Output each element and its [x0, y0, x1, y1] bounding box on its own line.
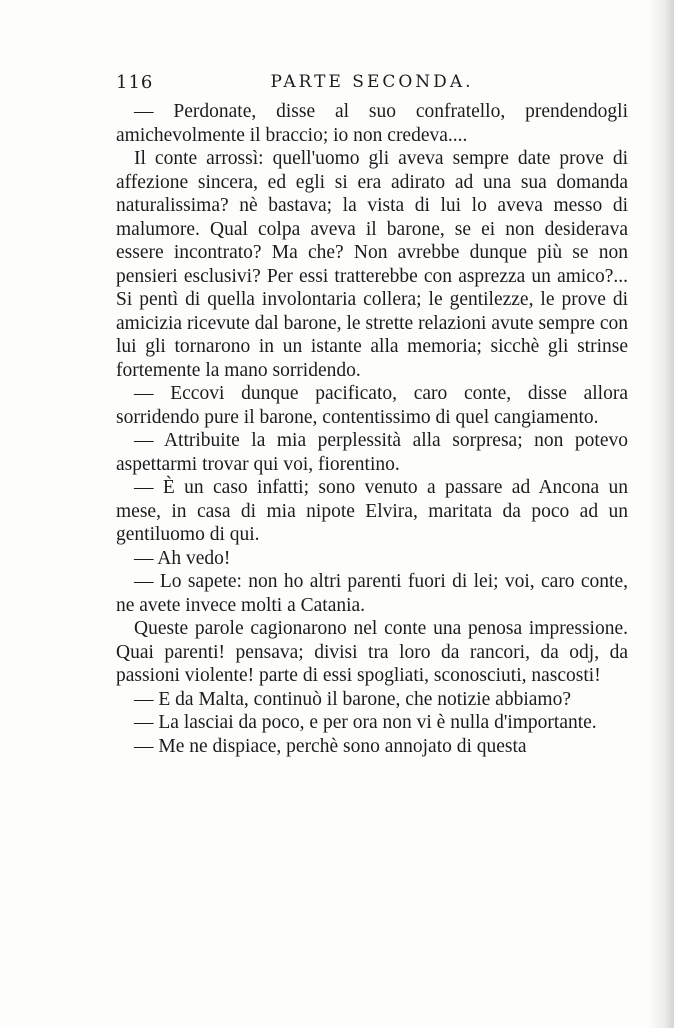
- page-edge-shadow: [648, 0, 674, 1028]
- body-text: [116, 100, 628, 758]
- paragraph: — Ah vedo!: [134, 547, 231, 569]
- running-head: PARTE SECONDA.: [270, 72, 474, 92]
- paragraph: — Perdonate, disse al suo confratello, prendendogli amichevolmente il braccio; io non credeva....: [116, 101, 628, 146]
- paragraph: — Me ne dispiace, perchè sono annojato di questa: [134, 735, 527, 757]
- paragraph: — E da Malta, continuò il barone, che notizie abbiamo?: [134, 688, 571, 710]
- paragraph: — Lo sapete: non ho altri parenti fuori di lei; voi, caro conte, ne avete invece molti a Catania.: [116, 571, 628, 616]
- paragraph: — Eccovi dunque pacificato, caro conte, disse allora sorridendo pure il barone, contentissimo di quel cangiamento.: [116, 383, 628, 428]
- paragraph: — È un caso infatti; sono venuto a passare ad Ancona un mese, in casa di mia nipote Elvira, maritata da poco ad un gentiluomo di qui.: [116, 477, 628, 545]
- paragraph: — Attribuite la mia perplessità alla sorpresa; non potevo aspettarmi trovar qui voi, fiorentino.: [116, 430, 628, 475]
- paragraph: Queste parole cagionarono nel conte una penosa impressione. Quai parenti! pensava; divisi tra loro da rancori, da odj, da passioni violente! parte di essi spogliati, sconosciuti, nascosti!: [116, 618, 628, 686]
- paragraph: Il conte arrossì: quell'uomo gli aveva sempre date prove di affezione sincera, ed egli si era adirato ad una sua domanda naturalissima? nè bastava; la vista di lui lo aveva messo di malumore. Qual colpa aveva il barone, se ei non desiderava essere incontrato? Ma che? Non avrebbe dunque più se non pensieri esclusivi? Per essi tratterebbe con asprezza un amico?... Si pentì di quella involontaria collera; le gentilezze, le prove di amicizia ricevute dal barone, le strette relazioni avute sempre con lui gli tornarono in un istante alla memoria; sicchè gli strinse fortemente la mano sorridendo.: [116, 148, 628, 381]
- paragraph: — La lasciai da poco, e per ora non vi è nulla d'importante.: [134, 712, 597, 733]
- page-header: [116, 72, 628, 96]
- page-number: 116: [116, 72, 154, 93]
